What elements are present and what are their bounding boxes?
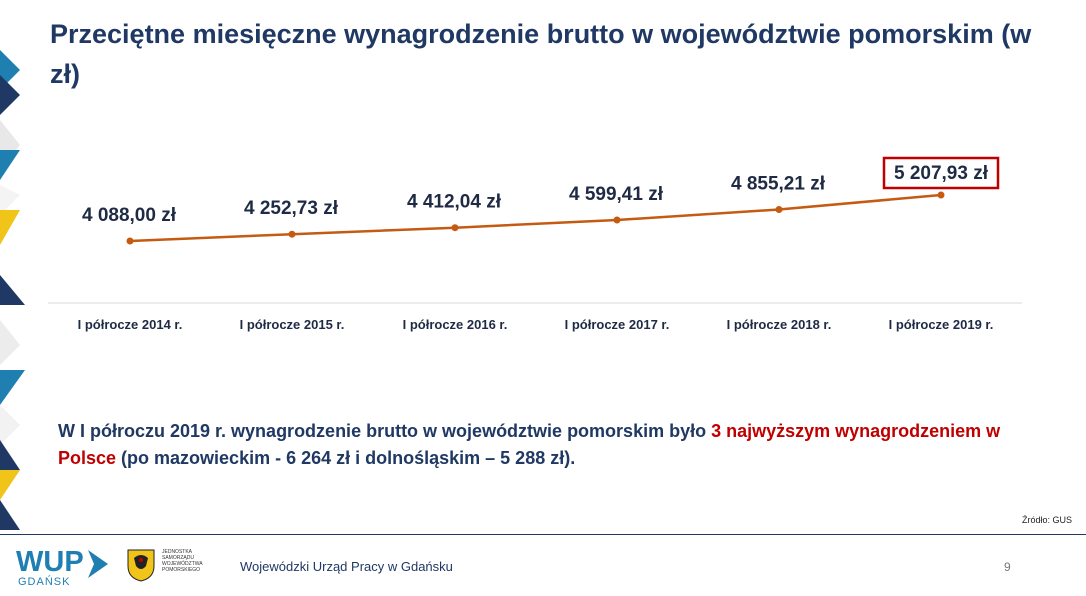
- footer-divider: [0, 534, 1086, 535]
- summary-highlight: 3 najwyższym wynagrodzeniem w Polsce: [58, 421, 1001, 468]
- x-tick-label: I półrocze 2015 r.: [239, 317, 345, 332]
- data-label: 4 252,73 zł: [243, 198, 339, 220]
- data-point: [776, 206, 783, 213]
- x-tick-label: I półrocze 2016 r.: [402, 317, 508, 332]
- data-point: [127, 238, 134, 245]
- summary-text: [58, 418, 1018, 472]
- x-tick-label: I półrocze 2014 r.: [77, 317, 183, 332]
- summary-part-1: W I półroczu 2019 r. wynagrodzenie brutto w województwie pomorskim było: [58, 421, 712, 441]
- slide-title: Przeciętne miesięczne wynagrodzenie brutto w województwie pomorskim (w zł): [50, 19, 1032, 89]
- data-point: [289, 231, 296, 238]
- summary-part-2: (po mazowieckim - 6 264 zł i dolnośląskim – 5 288 zł).: [116, 448, 576, 468]
- coat-of-arms-icon: [126, 548, 156, 582]
- data-point: [938, 192, 945, 199]
- data-label: 4 088,00 zł: [81, 205, 177, 226]
- source-note: Źródło: GUS: [1021, 515, 1072, 525]
- data-point: [452, 224, 459, 231]
- data-label: 4 412,04 zł: [406, 191, 502, 213]
- data-label: 4 599,41 zł: [568, 183, 664, 205]
- data-label: 5 207,93 zł: [893, 163, 989, 185]
- wup-gdansk-logo: [14, 544, 112, 588]
- footer-organization: Wojewódzki Urząd Pracy w Gdańsku: [240, 559, 453, 574]
- page-number: 9: [1004, 560, 1011, 574]
- data-label: 4 855,21 zł: [730, 173, 826, 195]
- x-tick-label: I półrocze 2019 r.: [888, 317, 994, 332]
- x-tick-label: I półrocze 2018 r.: [726, 317, 832, 332]
- wup-logo-text: WUP: [16, 546, 84, 578]
- data-point: [614, 217, 621, 224]
- x-tick-label: I półrocze 2017 r.: [564, 317, 670, 332]
- wup-logo-subtext: GDAŃSK: [18, 576, 71, 588]
- wup-arrow-icon: [88, 550, 108, 578]
- samorzad-logo-text: JEDNOSTKA SAMORZĄDU WOJEWÓDZTWA POMORSKIEGO: [162, 549, 203, 573]
